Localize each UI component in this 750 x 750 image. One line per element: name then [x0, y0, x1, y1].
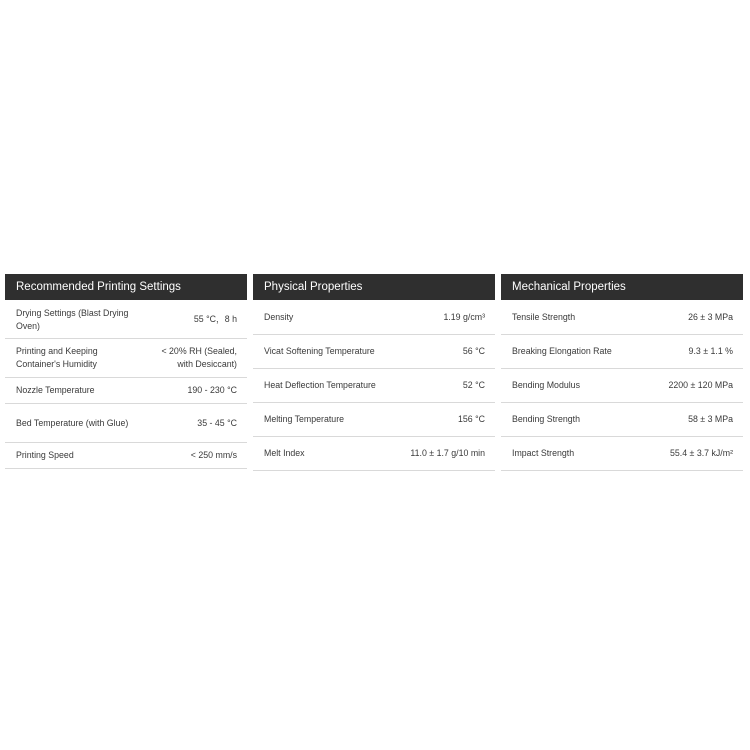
row-label: Vicat Softening Temperature [264, 346, 375, 356]
row-value: 1.19 g/cm³ [443, 312, 485, 322]
table-header: Physical Properties [253, 274, 495, 300]
row-value: 156 °C [458, 414, 485, 424]
table-row [5, 301, 247, 339]
table-row [501, 369, 743, 403]
row-label: Bending Modulus [512, 380, 580, 390]
row-label: Melt Index [264, 448, 305, 458]
table-row [253, 369, 495, 403]
row-label: Printing Speed [16, 450, 74, 460]
physical-properties-table [253, 274, 495, 471]
row-value: 11.0 ± 1.7 g/10 min [410, 448, 485, 458]
table-row [5, 339, 247, 378]
table-row [253, 437, 495, 471]
table-row [253, 335, 495, 369]
table-row [501, 301, 743, 335]
table-row [501, 335, 743, 369]
table-row [501, 403, 743, 437]
row-label: Heat Deflection Temperature [264, 380, 376, 390]
mechanical-properties-table [501, 274, 743, 471]
row-value: 55 °C，8 h [193, 314, 237, 324]
recommended-printing-settings-table [5, 274, 247, 469]
specification-tables [5, 274, 745, 474]
row-label: Drying Settings (Blast Drying Oven) [16, 307, 129, 331]
row-value: 9.3 ± 1.1 % [688, 346, 733, 356]
table-header: Mechanical Properties [501, 274, 743, 300]
row-value: 2200 ± 120 MPa [668, 380, 733, 390]
row-value: 35 - 45 °C [197, 417, 237, 428]
row-value: 52 °C [462, 380, 485, 390]
table-row [5, 443, 247, 469]
row-label: Tensile Strength [512, 312, 576, 322]
row-value: 56 °C [462, 346, 485, 356]
table-row [5, 404, 247, 443]
row-value: < 20% RH (Sealed, with Desiccant) [161, 346, 237, 369]
row-label: Nozzle Temperature [16, 385, 95, 395]
table-body [253, 301, 495, 471]
row-value: < 250 mm/s [190, 450, 237, 460]
table-row [501, 437, 743, 471]
row-label: Bed Temperature (with Glue) [16, 417, 129, 428]
row-value: 58 ± 3 MPa [688, 414, 733, 424]
row-label: Impact Strength [512, 448, 575, 458]
row-value: 26 ± 3 MPa [688, 312, 733, 322]
row-label: Printing and Keeping Container's Humidity [16, 346, 98, 369]
row-value: 190 - 230 °C [187, 385, 237, 395]
table-header: Recommended Printing Settings [5, 274, 247, 300]
table-row [253, 301, 495, 335]
row-label: Density [264, 312, 294, 322]
table-row [253, 403, 495, 437]
row-label: Breaking Elongation Rate [512, 346, 612, 356]
row-value: 55.4 ± 3.7 kJ/m² [669, 448, 733, 458]
row-label: Bending Strength [512, 414, 580, 424]
table-body [5, 301, 247, 469]
row-label: Melting Temperature [264, 414, 345, 424]
table-body [501, 301, 743, 471]
table-row [5, 378, 247, 404]
